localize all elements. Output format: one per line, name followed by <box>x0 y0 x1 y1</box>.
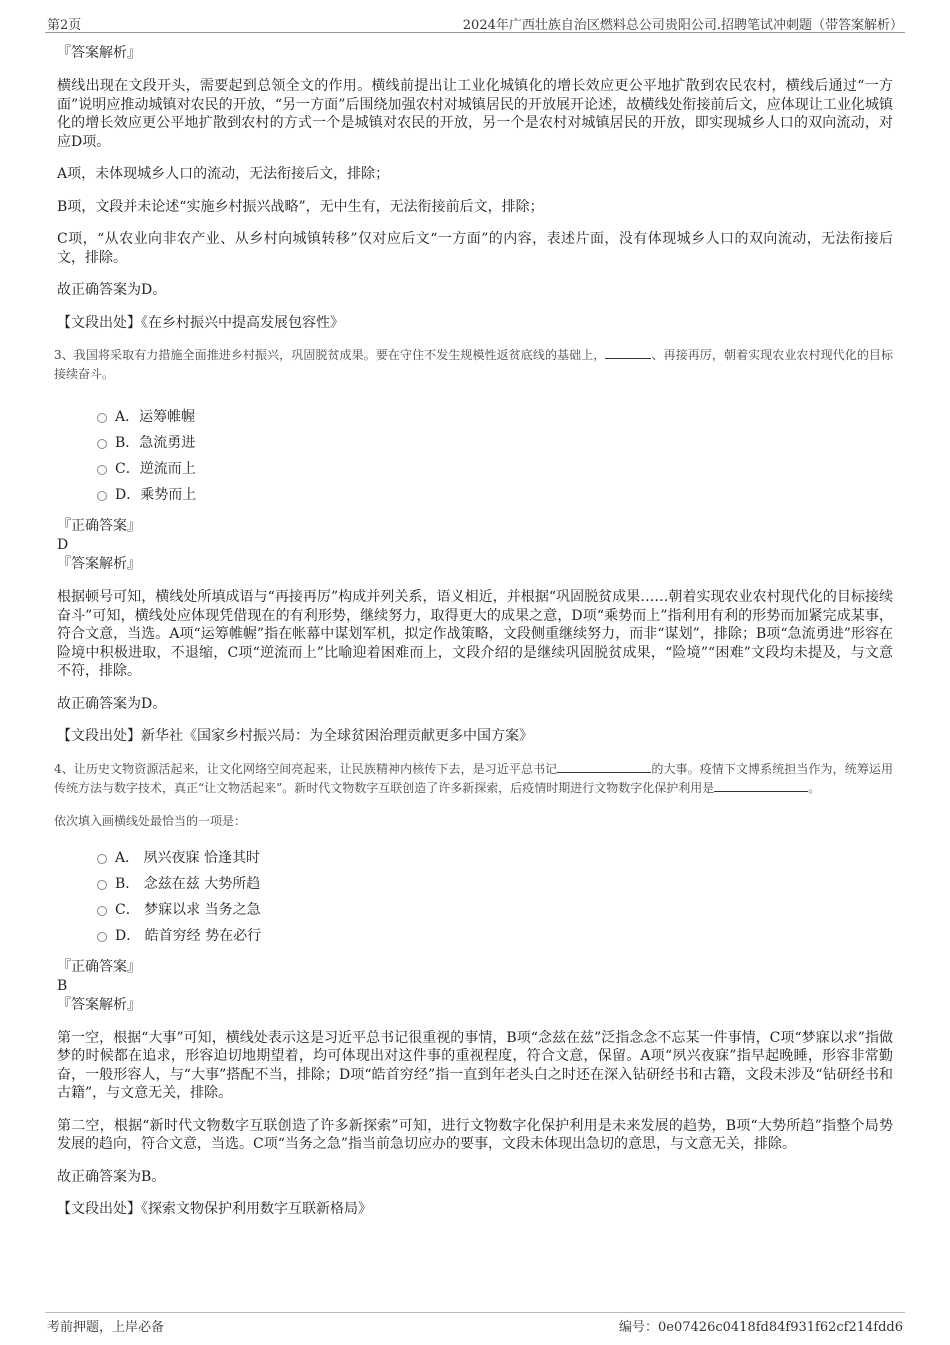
option-a[interactable]: A． 夙兴夜寐 恰逢其时 <box>97 845 893 871</box>
answer-value: B <box>57 977 68 994</box>
footer-slogan: 考前押题，上岸必备 <box>47 1320 165 1335</box>
question-stem: 3、我国将采取有力措施全面推进乡村振兴，巩固脱贫成果。要在守住不发生规模性返贫底线的基础上， 、再接再厉，朝着实现农业农村现代化的目标接续奋斗。 <box>54 348 893 381</box>
question-4 <box>54 760 893 1219</box>
option-list <box>97 404 893 508</box>
analysis-tag: 『答案解析』 <box>57 556 141 572</box>
option-b[interactable]: B．急流勇进 <box>97 430 893 456</box>
analysis-paragraph: B项，文段并未论述“实施乡村振兴战略”，无中生有，无法衔接前后文，排除； <box>57 198 544 215</box>
page-footer <box>45 1312 905 1335</box>
answer-tag: 『正确答案』 <box>57 958 141 975</box>
source-citation: 【文段出处】《在乡村振兴中提高发展包容性》 <box>57 314 344 331</box>
radio-button[interactable] <box>97 439 107 449</box>
analysis-paragraph: 横线出现在文段开头，需要起到总领全文的作用。横线前提出让工业化城镇化的增长效应更公平地扩散到农民农村，横线后通过“一方面”说明应推动城镇对农民的开放，“另一方面”后围绕加强农村对城镇居民的开放展开论述，故横线处衔接前后文，应体现让工业化城镇化的增长效应更公平地扩散到农村的方式一个是城镇对农民的开放，另一个是农村对城镇居民的开放，即实现城乡人口的双向流动，对应D项。 <box>57 78 893 150</box>
document-title: 2024年广西壮族自治区燃料总公司贵阳公司.招聘笔试冲刺题（带答案解析） <box>462 18 903 33</box>
option-c[interactable]: C． 梦寐以求 当务之急 <box>97 897 893 923</box>
analysis-paragraph: 第二空，根据“新时代文物数字互联创造了许多新探索”可知，进行文物数字化保护利用是未来发展的趋势，B项“大势所趋”指整个局势发展的趋向，符合文意，当选。C项“当务之急”指当前急切应办的要事，文段未体现出急切的意思，与文意无关，排除。 <box>57 1117 893 1152</box>
analysis-tag: 『答案解析』 <box>57 996 141 1013</box>
question-3 <box>54 346 893 746</box>
fill-blank <box>557 760 651 773</box>
option-list <box>97 845 893 949</box>
radio-button[interactable] <box>97 906 107 916</box>
document-body <box>54 44 893 1233</box>
analysis-tag: 『答案解析』 <box>57 45 141 61</box>
option-b[interactable]: B． 念兹在兹 大势所趋 <box>97 871 893 897</box>
conclusion: 故正确答案为B。 <box>57 1168 166 1185</box>
question-prompt: 依次填入画横线处最恰当的一项是： <box>54 813 247 828</box>
question-stem: 4、让历史文物资源活起来，让文化网络空间亮起来，让民族精神内核传下去，是习近平总书记 的大事。疫情下文博系统担当作为，统筹运用传统方法与数字技术，真正“让文物活起来”。新时代文物数字互联创造了许多新探索，后疫情时期进行文物数字化保护利用是 。 <box>54 761 893 795</box>
radio-button[interactable] <box>97 465 107 475</box>
radio-button[interactable] <box>97 880 107 890</box>
analysis-paragraph: A项，未体现城乡人口的流动，无法衔接后文，排除； <box>57 166 390 182</box>
section-q2-analysis <box>57 44 893 332</box>
page-number: 第2页 <box>47 18 82 33</box>
radio-button[interactable] <box>97 854 107 864</box>
radio-button[interactable] <box>97 932 107 942</box>
conclusion: 故正确答案为D。 <box>57 282 167 298</box>
option-d[interactable]: D． 皓首穷经 势在必行 <box>97 923 893 949</box>
source-citation: 【文段出处】《探索文物保护利用数字互联新格局》 <box>57 1201 372 1217</box>
conclusion: 故正确答案为D。 <box>57 695 167 712</box>
source-citation: 【文段出处】新华社《国家乡村振兴局：为全球贫困治理贡献更多中国方案》 <box>57 728 533 744</box>
answer-tag: 『正确答案』 <box>57 518 141 534</box>
option-c[interactable]: C．逆流而上 <box>97 456 893 482</box>
option-a[interactable]: A．运筹帷幄 <box>97 404 893 430</box>
radio-button[interactable] <box>97 413 107 423</box>
fill-blank <box>714 779 808 792</box>
analysis-paragraph: 第一空，根据“大事”可知，横线处表示这是习近平总书记很重视的事情，B项“念兹在兹”泛指念念不忘某一件事情，C项“梦寐以求”指做梦的时候都在追求，形容迫切地期望着，均可体现出对这件事的重视程度，符合文意，保留。A项“夙兴夜寐”指早起晚睡，形容非常勤奋，一般形容人，与“大事”搭配不当，排除；D项“皓首穷经”指一直到年老头白之时还在深入钻研经书和古籍，文段未涉及“钻研经书和古籍”，与文意无关，排除。 <box>57 1029 893 1101</box>
document-code: 编号：0e07426c0418fd84f931f62cf214fdd6 <box>619 1320 903 1335</box>
answer-value: D <box>57 537 69 553</box>
radio-button[interactable] <box>97 491 107 501</box>
page-header <box>45 10 905 33</box>
option-d[interactable]: D．乘势而上 <box>97 482 893 508</box>
fill-blank <box>605 346 651 359</box>
analysis-paragraph: 根据顿号可知，横线处所填成语与“再接再厉”构成并列关系，语义相近，并根据“巩固脱贫成果……朝着实现农业农村现代化的目标接续奋斗”可知，横线处应体现凭借现在的有利形势，继续努力，取得更大的成果之意，D项“乘势而上”指利用有利的形势而加紧完成某事，符合文意，当选。A项“运筹帷幄”指在帐幕中谋划军机，拟定作战策略，文段侧重继续努力，而非“谋划”，排除；B项“急流勇进”形容在险境中积极进取，不退缩，C项“逆流而上”比喻迎着困难而上，文段介绍的是继续巩固脱贫成果，“险境”“困难”文段均未提及，与文意不符，排除。 <box>57 589 893 679</box>
analysis-paragraph: C项，“从农业向非农产业、从乡村向城镇转移”仅对应后文“一方面”的内容，表述片面，没有体现城乡人口的双向流动，无法衔接后文，排除。 <box>57 231 893 266</box>
